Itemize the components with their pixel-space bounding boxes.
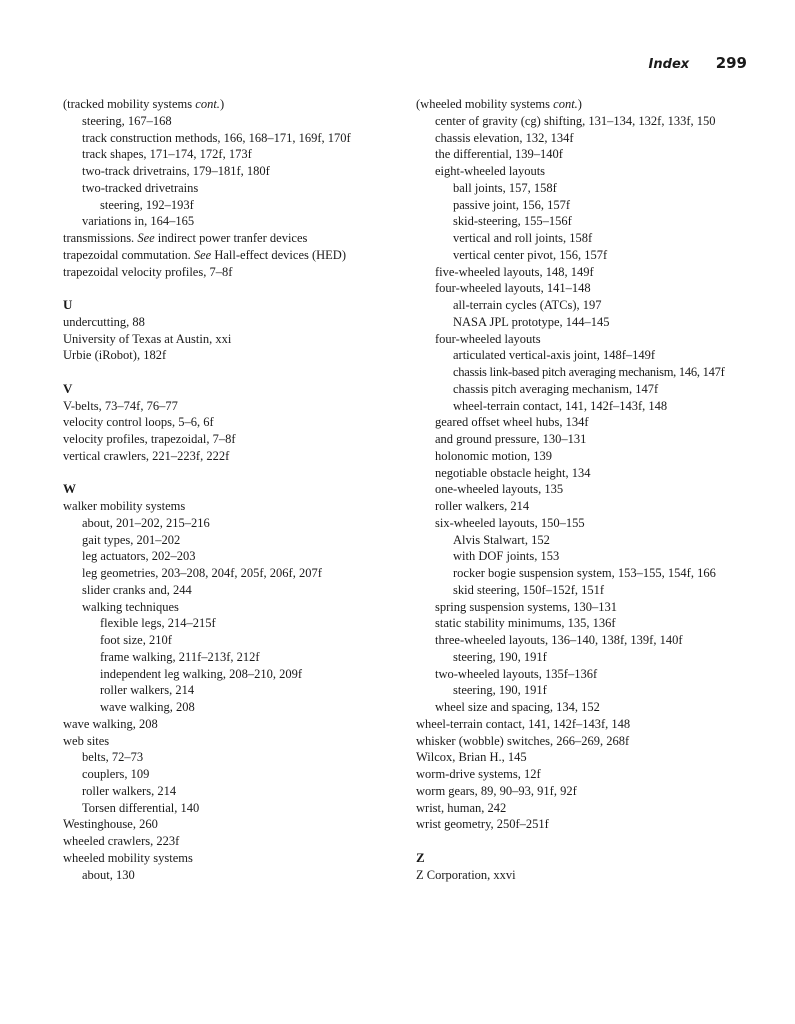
index-entry	[63, 314, 393, 331]
index-subentry	[416, 682, 761, 699]
entry-text: wheeled crawlers, 223f	[63, 834, 180, 848]
entry-text: gait types, 201–202	[82, 532, 181, 547]
index-subentry	[63, 649, 393, 666]
index-subentry	[63, 615, 393, 632]
entry-text: roller walkers, 214	[435, 499, 530, 513]
index-column-right	[416, 96, 761, 883]
entry-text: variations in, 164–165	[82, 214, 195, 229]
entry-text: two-wheeled layouts, 135f–136f	[435, 666, 598, 681]
entry-text: independent leg walking, 208–210, 209f	[100, 666, 303, 681]
entry-italic-text: See	[137, 231, 155, 245]
entry-text: steering, 190, 191f	[453, 683, 547, 698]
entry-text: (tracked mobility systems	[63, 97, 196, 111]
entry-text: the differential, 139–140f	[435, 147, 563, 162]
index-subentry	[63, 180, 393, 197]
index-subentry	[63, 766, 393, 783]
entry-text: foot size, 210f	[100, 633, 172, 647]
entry-text: worm-drive systems, 12f	[416, 767, 541, 781]
entry-text: wrist, human, 242	[416, 800, 507, 815]
index-subentry	[416, 331, 761, 348]
entry-text: eight-wheeled layouts	[435, 164, 546, 178]
entry-italic-text: cont.	[553, 97, 578, 111]
index-subentry	[63, 130, 393, 147]
index-subentry	[416, 582, 761, 599]
index-subentry	[416, 615, 761, 632]
entry-text: steering, 192–193f	[100, 197, 194, 212]
index-subentry	[63, 515, 393, 532]
index-subentry	[63, 800, 393, 817]
index-subentry	[63, 163, 393, 180]
entry-text: trapezoidal commutation.	[63, 247, 194, 262]
index-entry	[63, 716, 393, 733]
index-column-left	[63, 96, 393, 883]
index-entry	[63, 850, 393, 867]
entry-text: three-wheeled layouts, 136–140, 138f, 139f, 140f	[435, 633, 683, 647]
entry-text: undercutting, 88	[63, 314, 145, 329]
entry-text: walking techniques	[82, 599, 179, 614]
entry-text: track shapes, 171–174, 172f, 173f	[82, 147, 252, 162]
entry-text: chassis pitch averaging mechanism, 147f	[453, 381, 659, 396]
index-subentry	[416, 381, 761, 398]
index-subentry	[416, 398, 761, 415]
page-number: 299	[715, 54, 747, 72]
entry-text: walker mobility systems	[63, 499, 186, 513]
index-subentry	[416, 280, 761, 297]
entry-text-after: )	[219, 97, 225, 111]
entry-text: flexible legs, 214–215f	[100, 616, 216, 631]
index-entry	[416, 716, 761, 733]
index-entry	[63, 498, 393, 515]
index-subentry	[416, 632, 761, 649]
entry-text: static stability minimums, 135, 136f	[435, 616, 616, 631]
entry-text: rocker bogie suspension system, 153–155, 154f, 166	[453, 566, 716, 580]
entry-text: geared offset wheel hubs, 134f	[435, 415, 589, 430]
index-entry	[63, 247, 393, 264]
index-entry	[63, 347, 393, 364]
entry-italic-text: See	[193, 247, 212, 262]
entry-text: velocity profiles, trapezoidal, 7–8f	[63, 432, 236, 446]
index-subentry	[416, 297, 761, 314]
index-subentry	[416, 599, 761, 616]
index-subentry	[63, 599, 393, 616]
index-subentry	[63, 548, 393, 565]
entry-italic-text: cont.	[195, 97, 220, 111]
index-entry	[416, 800, 761, 817]
entry-text: negotiable obstacle height, 134	[435, 465, 591, 480]
index-entry	[416, 749, 761, 766]
entry-text: vertical and roll joints, 158f	[453, 231, 593, 245]
index-letter-heading: Z	[416, 849, 425, 865]
index-subentry	[416, 130, 761, 147]
entry-text: vertical center pivot, 156, 157f	[453, 247, 608, 262]
entry-text: whisker (wobble) switches, 266–269, 268f	[416, 733, 630, 748]
entry-text: steering, 190, 191f	[453, 649, 547, 664]
entry-text: all-terrain cycles (ATCs), 197	[453, 298, 602, 312]
index-subentry	[416, 465, 761, 482]
index-subentry	[63, 146, 393, 163]
index-subentry	[416, 314, 761, 331]
index-letter-heading: U	[63, 297, 73, 312]
index-entry	[63, 230, 393, 247]
index-subentry	[416, 347, 761, 364]
entry-text: leg geometries, 203–208, 204f, 205f, 206f, 207f	[82, 566, 322, 580]
index-subentry	[416, 180, 761, 197]
entry-text: Wilcox, Brian H., 145	[416, 750, 527, 765]
entry-text: ball joints, 157, 158f	[453, 180, 557, 195]
entry-text: Alvis Stalwart, 152	[453, 532, 550, 547]
entry-text: with DOF joints, 153	[453, 549, 560, 564]
entry-text: roller walkers, 214	[100, 683, 195, 698]
index-subentry	[416, 247, 761, 264]
entry-text: wave walking, 208	[63, 716, 158, 731]
entry-text-after: Hall-effect devices (HED)	[211, 247, 346, 262]
entry-text: Torsen differential, 140	[82, 800, 200, 815]
entry-text: frame walking, 211f–213f, 212f	[100, 649, 260, 664]
entry-text: leg actuators, 202–203	[82, 549, 196, 564]
index-subentry	[416, 163, 761, 180]
index-subentry	[416, 649, 761, 666]
index-entry	[63, 733, 393, 750]
entry-text: about, 130	[82, 867, 135, 882]
index-letter-heading: V	[63, 380, 73, 396]
index-entry	[416, 783, 761, 800]
entry-text: four-wheeled layouts	[435, 331, 541, 346]
index-entry	[63, 448, 393, 465]
index-entry	[63, 816, 393, 833]
entry-text: wheel size and spacing, 134, 152	[435, 700, 600, 714]
section-spacer	[63, 280, 393, 297]
entry-text: steering, 167–168	[82, 113, 172, 128]
entry-text: vertical crawlers, 221–223f, 222f	[63, 448, 230, 463]
index-subentry	[416, 448, 761, 465]
entry-text: velocity control loops, 5–6, 6f	[63, 415, 214, 430]
index-subentry	[416, 197, 761, 214]
entry-text: wave walking, 208	[100, 700, 195, 714]
index-subentry	[416, 515, 761, 532]
section-spacer	[416, 833, 761, 850]
index-entry	[63, 331, 393, 348]
index-subentry	[416, 548, 761, 565]
index-subentry	[63, 565, 393, 582]
entry-text: chassis link-based pitch averaging mechanism, 146, 147f	[453, 365, 725, 379]
entry-text: couplers, 109	[82, 767, 150, 781]
entry-text: chassis elevation, 132, 134f	[435, 130, 574, 145]
index-entry	[416, 867, 761, 884]
entry-text: Z Corporation, xxvi	[416, 867, 516, 882]
entry-text: slider cranks and, 244	[82, 582, 192, 597]
index-subentry	[416, 498, 761, 515]
entry-text: (wheeled mobility systems	[416, 97, 554, 111]
entry-text: wheeled mobility systems	[63, 850, 193, 865]
entry-text: two-tracked drivetrains	[82, 180, 199, 195]
entry-text: Westinghouse, 260	[63, 817, 158, 832]
index-subentry	[63, 582, 393, 599]
entry-text: six-wheeled layouts, 150–155	[435, 515, 585, 530]
entry-text-after: indirect power tranfer devices	[154, 231, 308, 245]
entry-text: skid-steering, 155–156f	[453, 214, 572, 229]
index-entry	[63, 264, 393, 281]
index-subentry	[416, 481, 761, 498]
index-subentry	[416, 213, 761, 230]
entry-text-after: )	[577, 97, 582, 111]
index-subentry	[63, 783, 393, 800]
index-subentry	[416, 565, 761, 582]
index-entry	[63, 414, 393, 431]
entry-text: five-wheeled layouts, 148, 149f	[435, 264, 594, 279]
running-header	[649, 54, 747, 72]
section-spacer	[63, 465, 393, 482]
entry-text: and ground pressure, 130–131	[435, 432, 587, 446]
index-subentry	[416, 414, 761, 431]
index-entry	[63, 833, 393, 850]
index-entry	[416, 96, 761, 113]
index-subentry	[416, 666, 761, 683]
entry-text: track construction methods, 166, 168–171, 169f, 170f	[82, 130, 351, 145]
entry-text: Urbie (iRobot), 182f	[63, 348, 167, 363]
index-subentry	[63, 113, 393, 130]
index-subentry	[416, 699, 761, 716]
index-subentry	[63, 213, 393, 230]
index-subentry	[63, 682, 393, 699]
entry-text: roller walkers, 214	[82, 783, 177, 798]
index-entry	[63, 431, 393, 448]
section-title: Index	[648, 57, 690, 72]
index-subentry	[416, 532, 761, 549]
entry-text: two-track drivetrains, 179–181f, 180f	[82, 164, 270, 178]
index-subentry	[416, 113, 761, 130]
entry-text: passive joint, 156, 157f	[453, 197, 571, 212]
entry-text: wrist geometry, 250f–251f	[416, 817, 549, 832]
entry-text: holonomic motion, 139	[435, 448, 553, 463]
entry-text: University of Texas at Austin, xxi	[63, 331, 232, 346]
entry-text: center of gravity (cg) shifting, 131–134, 132f, 133f, 150	[435, 113, 716, 128]
index-subentry	[63, 867, 393, 884]
index-subentry	[416, 264, 761, 281]
index-subentry	[416, 230, 761, 247]
entry-text: NASA JPL prototype, 144–145	[453, 314, 610, 329]
entry-text: spring suspension systems, 130–131	[435, 599, 617, 614]
entry-text: wheel-terrain contact, 141, 142f–143f, 148	[453, 398, 668, 413]
index-entry	[63, 398, 393, 415]
entry-text: skid steering, 150f–152f, 151f	[453, 582, 605, 597]
index-entry	[416, 816, 761, 833]
index-subentry	[416, 431, 761, 448]
index-subentry	[63, 532, 393, 549]
index-subentry	[416, 364, 761, 381]
index-entry	[416, 766, 761, 783]
index-entry	[63, 96, 393, 113]
entry-text: worm gears, 89, 90–93, 91f, 92f	[416, 783, 577, 798]
index-subentry	[416, 146, 761, 163]
section-spacer	[63, 364, 393, 381]
entry-text: about, 201–202, 215–216	[82, 515, 210, 530]
index-letter-heading: W	[63, 481, 76, 497]
entry-text: transmissions.	[63, 231, 138, 245]
index-entry	[416, 733, 761, 750]
entry-text: V-belts, 73–74f, 76–77	[63, 398, 178, 413]
index-subentry	[63, 632, 393, 649]
entry-text: belts, 72–73	[82, 750, 144, 765]
entry-text: articulated vertical-axis joint, 148f–149f	[453, 348, 656, 363]
entry-text: wheel-terrain contact, 141, 142f–143f, 148	[416, 716, 631, 731]
index-subentry	[63, 666, 393, 683]
entry-text: one-wheeled layouts, 135	[435, 482, 564, 497]
entry-text: trapezoidal velocity profiles, 7–8f	[63, 264, 233, 279]
index-subentry	[63, 197, 393, 214]
entry-text: four-wheeled layouts, 141–148	[435, 281, 591, 296]
index-subentry	[63, 749, 393, 766]
entry-text: web sites	[63, 733, 110, 748]
index-subentry	[63, 699, 393, 716]
